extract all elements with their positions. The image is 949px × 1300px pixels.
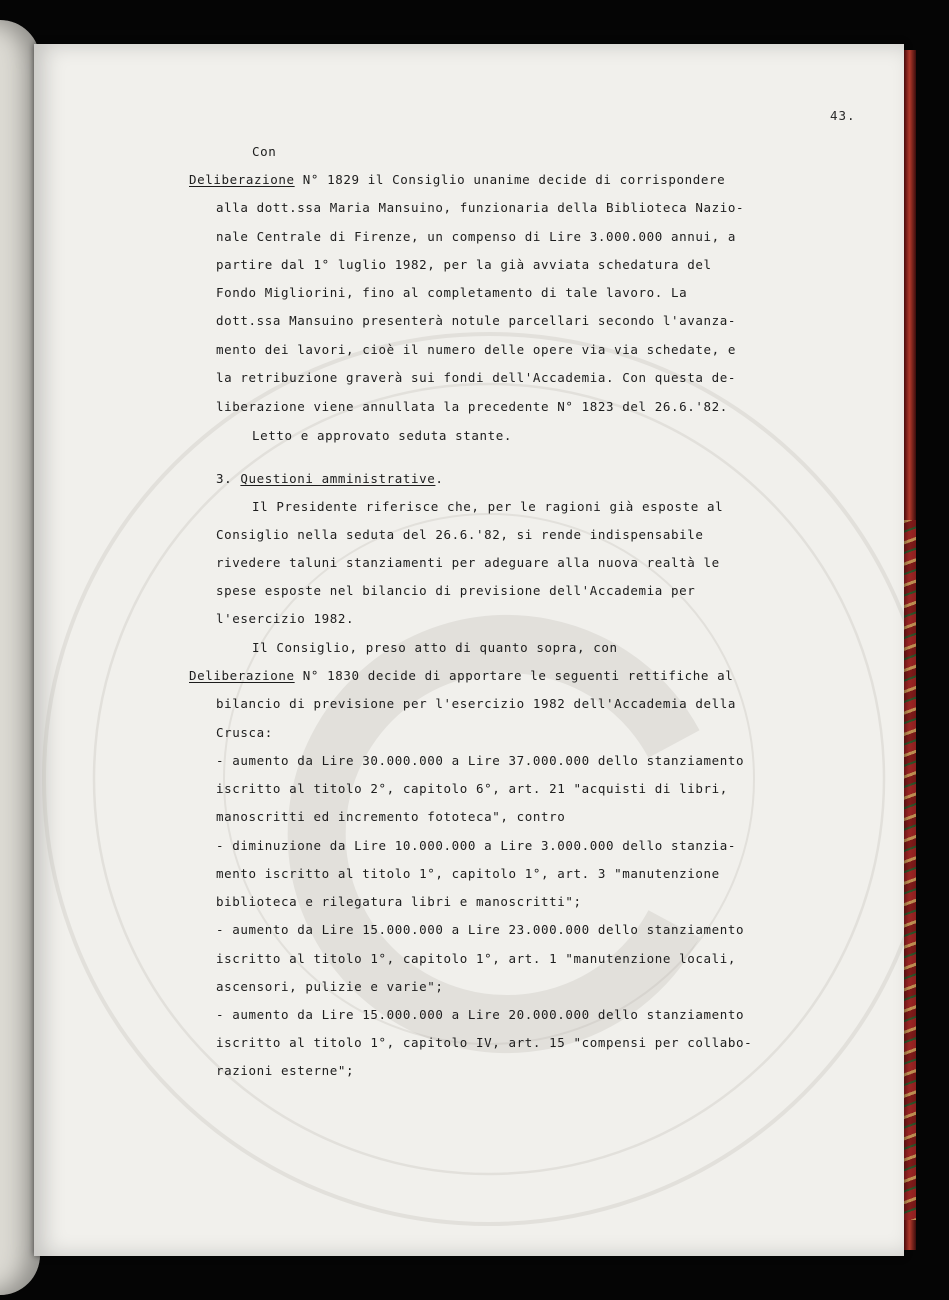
text-line: mento dei lavori, cioè il numero delle opere via via schedate, e: [216, 342, 737, 357]
text-line: alla dott.ssa Maria Mansuino, funzionaria della Biblioteca Nazio-: [216, 200, 745, 215]
text-line: iscritto al titolo 1°, capitolo 1°, art. 1 "manutenzione locali,: [216, 951, 737, 966]
text-line: Con: [252, 144, 277, 159]
text-line: Deliberazione N° 1830 decide di apportare le seguenti rettifiche al: [189, 668, 734, 683]
text-line: iscritto al titolo 2°, capitolo 6°, art. 21 "acquisti di libri,: [216, 781, 728, 796]
document-page: [34, 44, 904, 1256]
text-line: liberazione viene annullata la precedente N° 1823 del 26.6.'82.: [216, 399, 728, 414]
text-line: - aumento da Lire 15.000.000 a Lire 23.000.000 dello stanziamento: [216, 922, 745, 937]
section-heading: 3. Questioni amministrative.: [216, 471, 444, 486]
text-line: iscritto al titolo 1°, capitolo IV, art. 15 "compensi per collabo-: [216, 1035, 753, 1050]
text-line: - aumento da Lire 30.000.000 a Lire 37.000.000 dello stanziamento: [216, 753, 745, 768]
text-line: l'esercizio 1982.: [216, 611, 355, 626]
text-line: Consiglio nella seduta del 26.6.'82, si rende indispensabile: [216, 527, 704, 542]
text-line: Crusca:: [216, 725, 273, 740]
text-line: rivedere taluni stanziamenti per adeguare alla nuova realtà le: [216, 555, 720, 570]
text-line: la retribuzione graverà sui fondi dell'Accademia. Con questa de-: [216, 370, 737, 385]
text-line: Letto e approvato seduta stante.: [252, 428, 513, 443]
page-number: 43.: [830, 108, 856, 123]
text-line: Il Consiglio, preso atto di quanto sopra, con: [252, 640, 618, 655]
text-line: nale Centrale di Firenze, un compenso di Lire 3.000.000 annui, a: [216, 229, 737, 244]
text-line: razioni esterne";: [216, 1063, 355, 1078]
text-line: dott.ssa Mansuino presenterà notule parcellari secondo l'avanza-: [216, 313, 737, 328]
text-line: bilancio di previsione per l'esercizio 1982 dell'Accademia della: [216, 696, 737, 711]
document-body: [34, 44, 904, 1256]
text-line: Fondo Migliorini, fino al completamento di tale lavoro. La: [216, 285, 688, 300]
text-line: biblioteca e rilegatura libri e manoscritti";: [216, 894, 582, 909]
text-line: - aumento da Lire 15.000.000 a Lire 20.000.000 dello stanziamento: [216, 1007, 745, 1022]
text-line: partire dal 1° luglio 1982, per la già avviata schedatura del: [216, 257, 712, 272]
text-line: - diminuzione da Lire 10.000.000 a Lire 3.000.000 dello stanzia-: [216, 838, 737, 853]
text-line: manoscritti ed incremento fototeca", contro: [216, 809, 566, 824]
text-line: Il Presidente riferisce che, per le ragioni già esposte al: [252, 499, 724, 514]
text-line: spese esposte nel bilancio di previsione dell'Accademia per: [216, 583, 696, 598]
text-line: ascensori, pulizie e varie";: [216, 979, 444, 994]
marbled-endpaper: [904, 520, 916, 1220]
text-line: mento iscritto al titolo 1°, capitolo 1°, art. 3 "manutenzione: [216, 866, 720, 881]
text-line: Deliberazione N° 1829 il Consiglio unanime decide di corrispondere: [189, 172, 726, 187]
